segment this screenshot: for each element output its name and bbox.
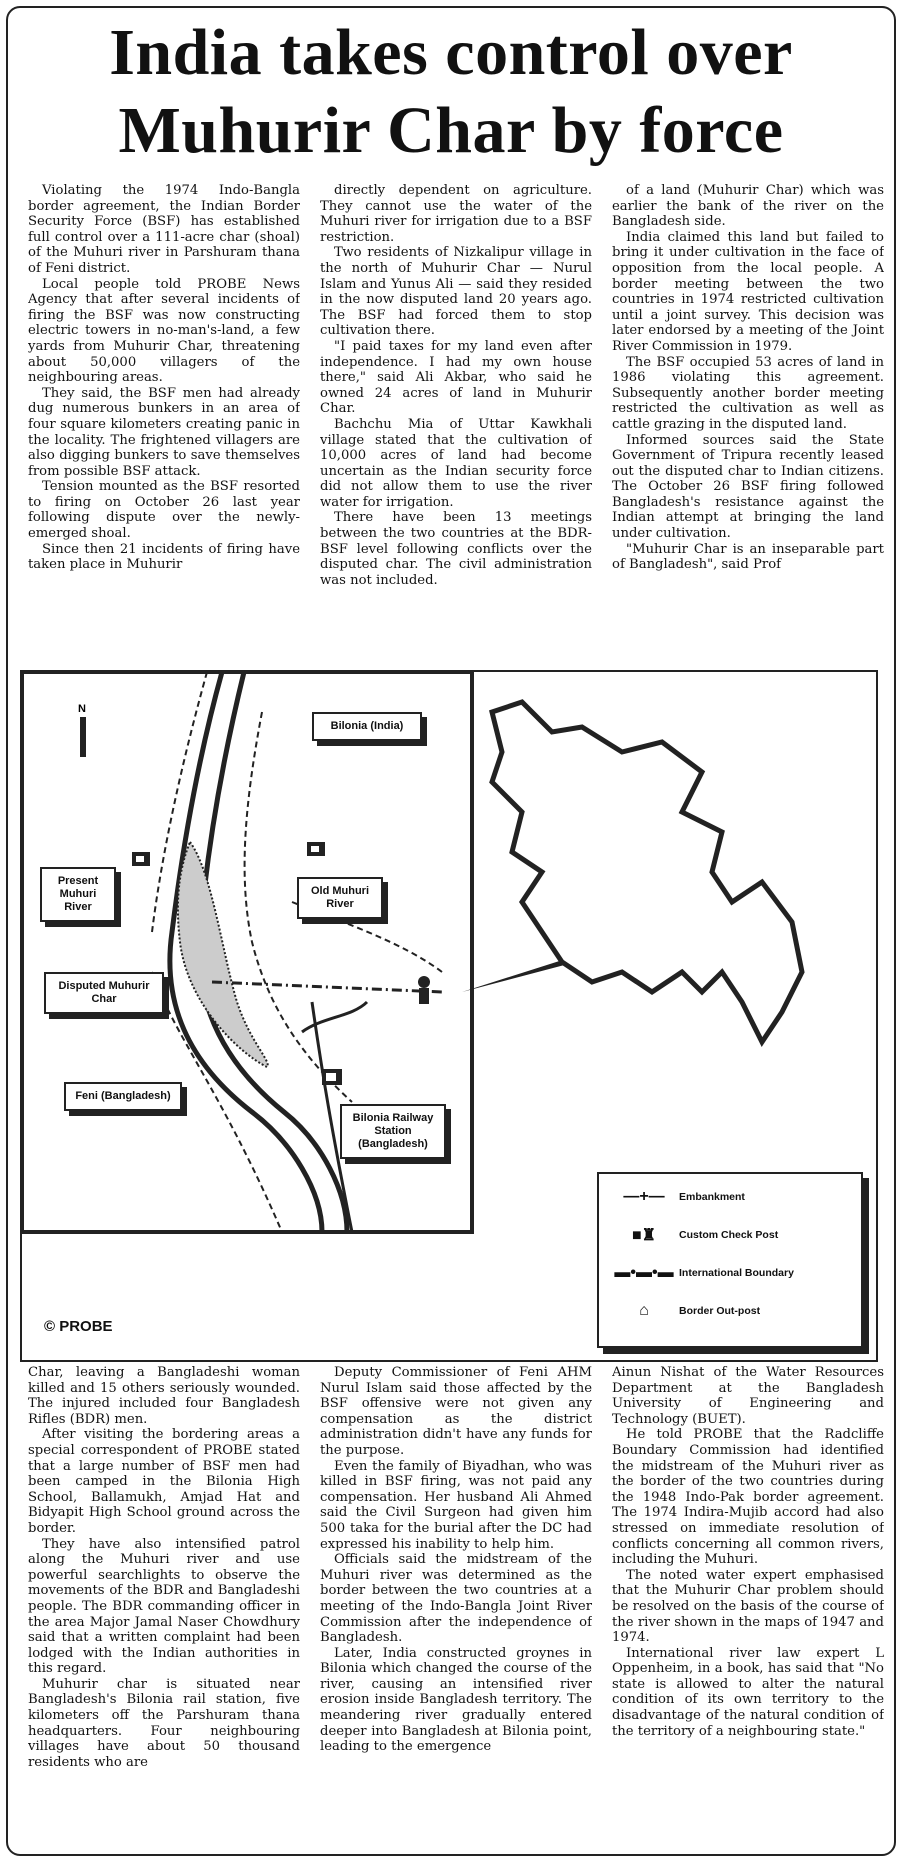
- headline-line-1: India takes control over: [109, 16, 793, 89]
- paragraph: Later, India constructed groynes in Bilonia which changed the course of the river, causing an intensified river erosion inside Bangladesh territory. The meandering river gradually entered deeper into Bangladesh at Bilonia point, leading to the emergence: [320, 1645, 592, 1755]
- border-outpost-icon: [307, 842, 325, 856]
- legend-item: [609, 1186, 854, 1208]
- bangladesh-outline-map: [492, 702, 802, 1042]
- paragraph: Char, leaving a Bangladeshi woman killed and 15 others seriously wounded. The injured included four Bangladesh Rifles (BDR) men.: [28, 1365, 300, 1427]
- label-bilonia-railway-station: Bilonia Railway Station (Bangladesh): [340, 1104, 446, 1159]
- north-arrow: [80, 717, 86, 757]
- label-disputed-muhurir-char: Disputed Muhurir Char: [44, 972, 164, 1014]
- map-legend: [597, 1172, 863, 1348]
- paragraph: Informed sources said the State Government of Tripura recently leased out the disputed char to Indian citizens. The October 26 BSF firing followed Bangladesh's resistance against the Indian attempt at bringing the land under cultivation.: [612, 432, 884, 542]
- paragraph: Muhurir char is situated near Bangladesh's Bilonia rail station, five kilometers off the Parshuram thana headquarters. Four neighbouring villages have about 50 thousand residents who are: [28, 1676, 300, 1770]
- legend-label: Embankment: [679, 1191, 745, 1203]
- label-feni-bangladesh: Feni (Bangladesh): [64, 1082, 182, 1111]
- article-columns-bottom: [28, 1365, 884, 1853]
- article-column-3: [612, 183, 884, 663]
- legend-item: [609, 1300, 854, 1322]
- legend-label: Custom Check Post: [679, 1229, 779, 1241]
- embankment-icon: —+—: [623, 1188, 665, 1205]
- paragraph: He told PROBE that the Radcliffe Boundary Commission had identified the midstream of the Muhuri river as the border of the two countries during the 1948 Indo-Pak border agreement. The 1974 Indira-Mujib accord had also stressed on immediate resolution of conflicts concerning all common rivers, including the Muhuri.: [612, 1427, 884, 1568]
- article-column-4: [28, 1365, 300, 1853]
- legend-label: International Boundary: [679, 1267, 794, 1279]
- paragraph: Ainun Nishat of the Water Resources Department at the Bangladesh University of Engineering and Technology (BUET).: [612, 1365, 884, 1427]
- label-bilonia-india: Bilonia (India): [312, 712, 422, 741]
- article-column-2: [320, 183, 592, 663]
- article-column-1: [28, 183, 300, 663]
- paragraph: Bachchu Mia of Uttar Kawkhali village stated that the cultivation of 10,000 acres of land had become uncertain as the Indian security force did not allow them to use the river water for irrigation.: [320, 416, 592, 510]
- copyright-probe: © PROBE: [44, 1318, 113, 1335]
- paragraph: The noted water expert emphasised that the Muhurir Char problem should be resolved on the basis of the course of the river shown in the maps of 1947 and 1974.: [612, 1567, 884, 1646]
- international-boundary-icon: ▬•▬•▬: [614, 1264, 674, 1281]
- legend-item: [609, 1224, 854, 1246]
- paragraph: Two residents of Nizkalipur village in the north of Muhurir Char — Nurul Islam and Yunus Ali — said they resided in the now disputed land 20 years ago. The BSF had forced them to stop cultivation there.: [320, 245, 592, 339]
- headline-line-2: Muhurir Char by force: [118, 94, 784, 167]
- paragraph: There have been 13 meetings between the two countries at the BDR-BSF level following conflicts over the disputed char. The civil administration was not included.: [320, 510, 592, 588]
- newspaper-clipping: [6, 6, 896, 1856]
- paragraph: Local people told PROBE News Agency that after several incidents of firing the BSF was now constructing electric towers in no-man's-land, a few yards from Muhurir Char, threatening about 50,000 villagers of the neighbouring areas.: [28, 276, 300, 386]
- border-outpost-icon: [132, 852, 150, 866]
- label-present-muhuri-river: Present Muhuri River: [40, 867, 116, 922]
- article-columns-top: [28, 183, 884, 663]
- legend-label: Border Out-post: [679, 1305, 761, 1317]
- custom-check-post-icon: ■♜: [631, 1227, 656, 1244]
- paragraph: International river law expert L Oppenheim, in a book, has said that "No state is allowed to alter the natural condition of its own territory to the disadvantage of the natural condition of the territory of a neighbouring state.": [612, 1645, 884, 1739]
- article-column-5: [320, 1365, 592, 1853]
- paragraph: They said, the BSF men had already dug numerous bunkers in an area of four square kilometers creating panic in the locality. The frightened villagers are also digging bunkers to save themselves from possible BSF attack.: [28, 385, 300, 479]
- label-old-muhuri-river: Old Muhuri River: [297, 877, 383, 919]
- paragraph: They have also intensified patrol along the Muhuri river and use powerful searchlights to observe the movements of the BDR and Bangladeshi people. The BDR commanding officer in the area Major Jamal Naser Chowdhury said that a written complaint had been lodged with the Indian authorities in this regard.: [28, 1536, 300, 1677]
- paragraph: directly dependent on agriculture. They cannot use the water of the Muhuri river for irrigation due to a BSF restriction.: [320, 183, 592, 245]
- legend-item: [609, 1262, 854, 1284]
- paragraph: Violating the 1974 Indo-Bangla border agreement, the Indian Border Security Force (BSF) has established full control over a 111-acre char (shoal) of the Muhuri river in Parshuram thana of Feni district.: [28, 183, 300, 276]
- paragraph: "Muhurir Char is an inseparable part of Bangladesh", said Prof: [612, 541, 884, 573]
- custom-check-post-icon: [418, 976, 430, 1004]
- disputed-char-area: [178, 842, 268, 1067]
- map-figure: [20, 670, 878, 1362]
- paragraph: of a land (Muhurir Char) which was earlier the bank of the river on the Bangladesh side.: [612, 183, 884, 230]
- border-outpost-icon: ⌂: [639, 1302, 649, 1319]
- international-boundary-line: [212, 982, 442, 992]
- paragraph: India claimed this land but failed to bring it under cultivation in the face of opposition from the local people. A border meeting between the two countries in 1974 restricted cultivation until a joint survey. This decision was later endorsed by a meeting of the Joint River Commission in 1979.: [612, 229, 884, 354]
- paragraph: The BSF occupied 53 acres of land in 1986 violating this agreement. Subsequently another border meeting restricted the cultivation as well as cattle grazing in the disputed land.: [612, 354, 884, 432]
- border-outpost-icon: [322, 1069, 342, 1085]
- north-label: N: [78, 703, 86, 715]
- paragraph: Deputy Commissioner of Feni AHM Nurul Islam said those affected by the BSF offensive were not given any compensation as the district administration didn't have any funds for the purpose.: [320, 1365, 592, 1458]
- paragraph: Since then 21 incidents of firing have taken place in Muhurir: [28, 541, 300, 573]
- article-column-6: [612, 1365, 884, 1853]
- headline: [8, 14, 894, 170]
- paragraph: Officials said the midstream of the Muhuri river was determined as the border between the two countries at a meeting of the Indo-Bangla Joint River Commission after the independence of Bangladesh.: [320, 1552, 592, 1646]
- paragraph: "I paid taxes for my land even after independence. I had my own house there," said Ali Akbar, who said he owned 24 acres of land in Muhurir Char.: [320, 338, 592, 417]
- paragraph: Even the family of Biyadhan, who was killed in BSF firing, was not paid any compensation. Her husband Ali Ahmed said the Civil Surgeon had given him 500 taka for the burial after the DC had expressed his inability to help him.: [320, 1458, 592, 1552]
- paragraph: After visiting the bordering areas a special correspondent of PROBE stated that a large number of BSF men had been camped in the Bilonia High School, Ballamukh, Amjad Hat and Bidyapit High School ground across the border.: [28, 1427, 300, 1536]
- paragraph: Tension mounted as the BSF resorted to firing on October 26 last year following dispute over the newly-emerged shoal.: [28, 479, 300, 542]
